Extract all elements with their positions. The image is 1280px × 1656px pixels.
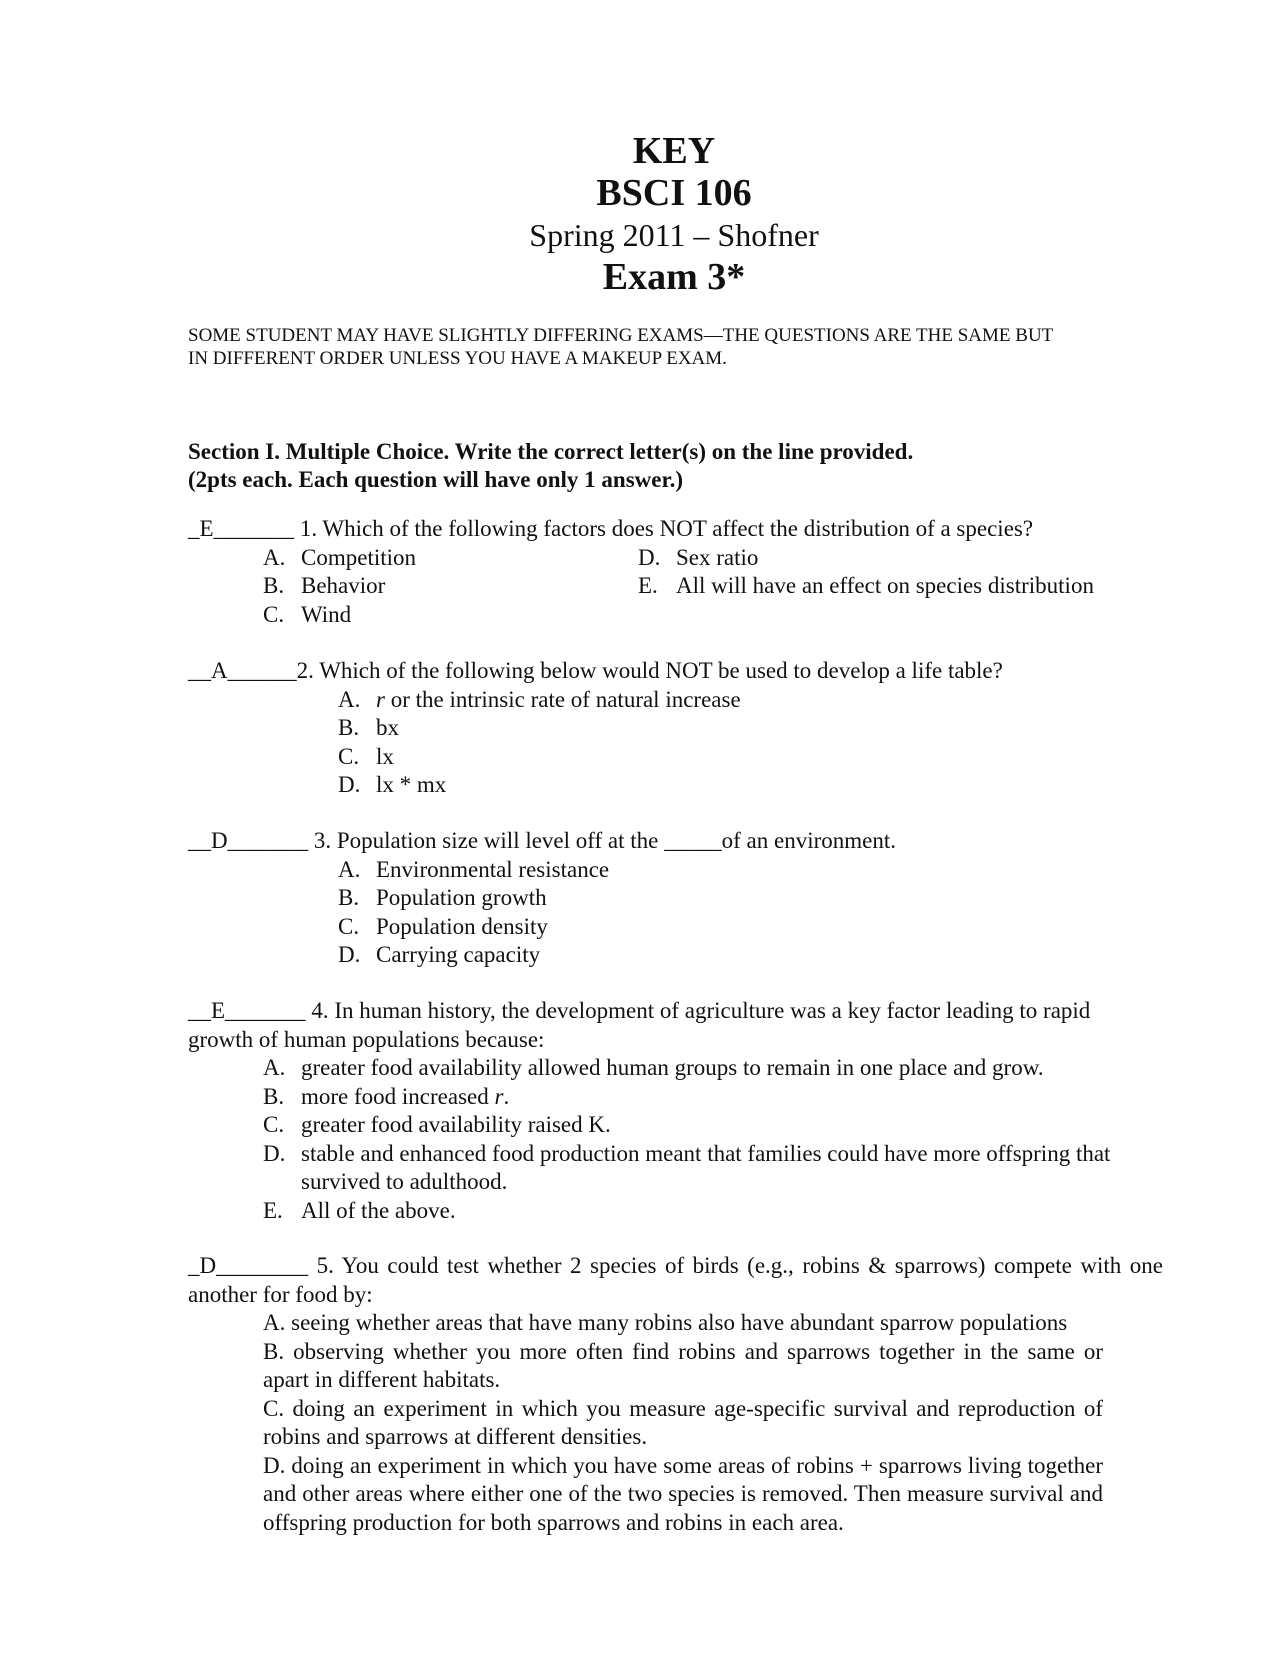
question-5 — [188, 1252, 1178, 1537]
option-letter: E. — [638, 573, 658, 598]
option-text: bx — [376, 715, 399, 740]
options-column-left — [263, 544, 638, 630]
option-text: All of the above. — [301, 1197, 456, 1223]
option-text: Environmental resistance — [376, 856, 610, 882]
options-column-right — [638, 544, 1158, 630]
title-block — [0, 130, 1280, 298]
option-letter: C. — [338, 913, 360, 939]
question-text: 3. Population size will level off at the _____of an environment. — [308, 828, 896, 853]
option-text: Carrying capacity — [376, 942, 541, 967]
option-text — [376, 686, 1178, 715]
option-text-rest: or the intrinsic rate of natural increase — [384, 686, 741, 712]
option-text: greater food availability allowed human groups to remain in one place and grow. — [301, 1055, 1044, 1080]
option-text: Wind — [301, 601, 352, 627]
option-b — [338, 714, 1178, 743]
option-a — [263, 544, 638, 573]
option-letter: D. — [638, 544, 661, 570]
section-heading — [188, 438, 1168, 494]
option-letter: B. — [338, 885, 360, 910]
option-letter: A. — [263, 1055, 286, 1080]
option-letter: B. — [263, 1338, 285, 1364]
answer-line: _E_______ — [188, 516, 295, 541]
option-d — [338, 941, 1178, 970]
options — [338, 686, 1178, 800]
notice-line-2: IN DIFFERENT ORDER UNLESS YOU HAVE A MAKEUP EXAM. — [188, 348, 727, 369]
question-text: 1. Which of the following factors does NOT affect the distribution of a species? — [294, 516, 1034, 541]
option-letter: D. — [263, 1452, 286, 1478]
option-letter: C. — [338, 743, 360, 769]
option-text: stable and enhanced food production meant that families could have more offspring that survived to adulthood. — [301, 1140, 1111, 1194]
option-b — [338, 884, 1178, 913]
option-d — [638, 544, 1158, 573]
option-italic-r: r — [376, 686, 385, 712]
answer-line: __E_______ — [188, 998, 306, 1023]
option-b — [263, 572, 638, 601]
question-text: 2. Which of the following below would NOT be used to develop a life table? — [296, 658, 1003, 683]
option-text: doing an experiment in which you measure age-specific survival and reproduction of robins and sparrows at different densities. — [263, 1395, 1103, 1449]
answer-line: __A______ — [188, 658, 297, 683]
option-text: Population growth — [376, 885, 547, 910]
option-letter: E. — [263, 1197, 283, 1223]
question-text: 5. You could test whether 2 species of birds (e.g., robins & sparrows) compete with one another for food by: — [188, 1253, 1163, 1307]
option-a — [263, 1309, 1103, 1338]
option-letter: A. — [338, 856, 361, 882]
option-letter: A. — [338, 686, 361, 712]
option-text: Behavior — [301, 573, 386, 598]
option-letter: A. — [263, 544, 286, 570]
option-text: Population density — [376, 913, 548, 939]
question-1 — [188, 515, 1178, 629]
option-a — [263, 1054, 1178, 1083]
option-d — [263, 1452, 1103, 1538]
option-italic-r: r — [494, 1083, 504, 1109]
question-text: 4. In human history, the development of agriculture was a key factor leading to rapid — [305, 998, 1091, 1023]
option-text: observing whether you more often find robins and sparrows together in the same or apart in different habitats. — [263, 1338, 1104, 1392]
question-stem — [188, 1252, 1163, 1309]
question-4 — [188, 997, 1178, 1225]
option-letter: D. — [338, 772, 361, 797]
option-text: doing an experiment in which you have some areas of robins + sparrows living together and other areas where either one of the two species is removed. Then measure survival and offspring production for both sparrows and robins in each area. — [263, 1452, 1103, 1535]
question-stem — [188, 997, 1178, 1026]
option-text: All will have an effect on species distribution — [676, 573, 1094, 598]
question-stem — [188, 827, 1178, 856]
option-text: Competition — [301, 544, 416, 570]
question-2 — [188, 657, 1178, 800]
answer-line: __D_______ — [188, 828, 309, 853]
notice-line-1: SOME STUDENT MAY HAVE SLIGHTLY DIFFERING EXAMS—THE QUESTIONS ARE THE SAME BUT — [188, 325, 1054, 346]
option-c — [338, 913, 1178, 942]
option-letter: B. — [263, 573, 285, 598]
option-c — [263, 1395, 1103, 1452]
question-3 — [188, 827, 1178, 970]
course-title: BSCI 106 — [596, 172, 752, 214]
option-letter: D. — [263, 1140, 286, 1166]
option-e — [638, 572, 1158, 601]
exam-title: Exam 3* — [602, 256, 746, 298]
option-letter: A. — [263, 1310, 286, 1335]
option-letter: C. — [263, 1112, 285, 1137]
option-c — [338, 743, 1178, 772]
option-letter: C. — [263, 1395, 285, 1421]
option-text: lx — [376, 743, 394, 769]
option-letter: B. — [338, 715, 360, 740]
option-letter: B. — [263, 1083, 285, 1109]
exam-notice — [188, 324, 1168, 370]
key-title: KEY — [632, 130, 716, 172]
options — [338, 856, 1178, 970]
option-d — [338, 771, 1178, 800]
option-c — [263, 601, 638, 630]
option-e — [263, 1197, 1178, 1226]
options — [263, 544, 1178, 630]
question-stem — [188, 657, 1178, 686]
option-a — [338, 686, 1178, 715]
option-text-start: more food increased — [301, 1083, 495, 1109]
option-text: lx * mx — [376, 772, 447, 797]
option-b — [263, 1083, 1178, 1112]
option-a — [338, 856, 1178, 885]
option-d — [263, 1140, 1123, 1197]
question-stem-continued: growth of human populations because: — [188, 1026, 545, 1052]
option-c — [263, 1111, 1178, 1140]
options — [263, 1054, 1178, 1225]
option-letter: D. — [338, 942, 361, 967]
option-text-end: . — [503, 1083, 510, 1109]
answer-line: _D________ — [188, 1253, 309, 1278]
option-b — [263, 1338, 1103, 1395]
term-instructor: Spring 2011 – Shofner — [529, 217, 819, 253]
option-text: seeing whether areas that have many robins also have abundant sparrow populations — [291, 1310, 1068, 1335]
option-text: greater food availability raised K. — [301, 1112, 611, 1137]
section-line-2: (2pts each. Each question will have only 1 answer.) — [188, 467, 683, 492]
option-text — [301, 1083, 1178, 1112]
section-line-1: Section I. Multiple Choice. Write the correct letter(s) on the line provided. — [188, 439, 914, 464]
question-stem — [188, 515, 1178, 544]
option-letter: C. — [263, 601, 285, 627]
option-text: Sex ratio — [676, 544, 759, 570]
options — [263, 1309, 1103, 1537]
